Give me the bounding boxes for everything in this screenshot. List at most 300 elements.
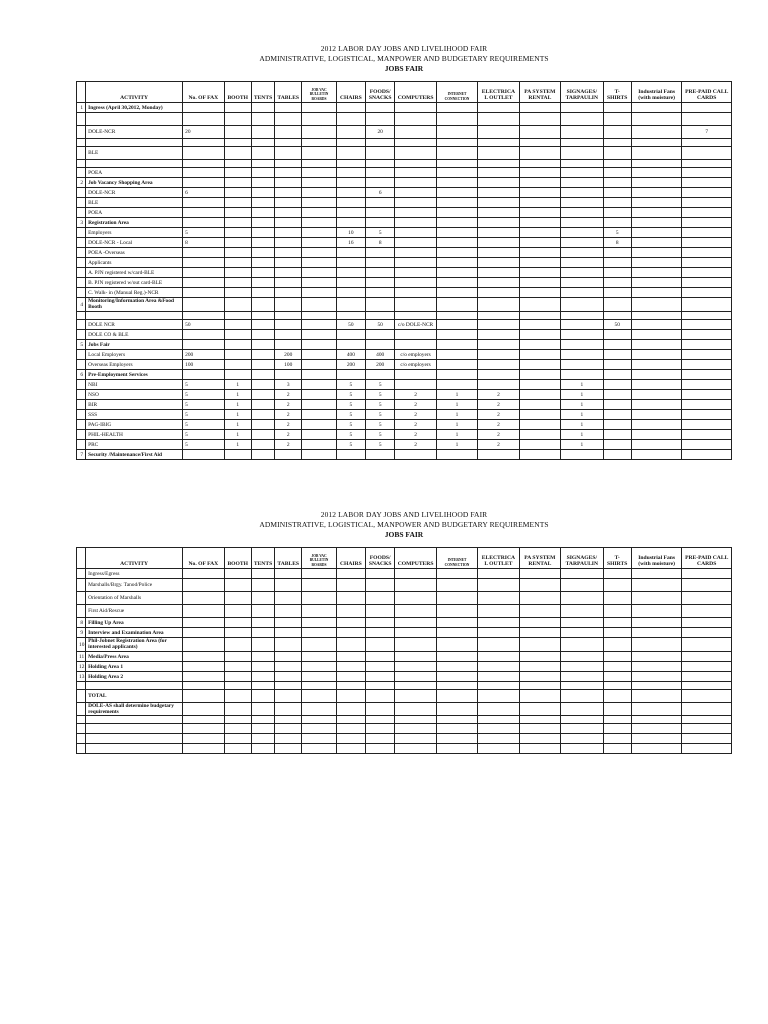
tables-cell — [275, 370, 302, 380]
table-row — [77, 160, 732, 168]
activity-cell: Phil-Jobnet Registration Area (for interested applicants) — [86, 638, 183, 652]
foods-cell — [366, 198, 395, 208]
activity-cell: Jobs Fair — [86, 340, 183, 350]
row-number — [77, 350, 86, 360]
prepaid-cell — [682, 420, 732, 430]
tents-cell — [251, 592, 274, 605]
booth-cell — [224, 569, 251, 579]
pa-cell — [519, 350, 560, 360]
signages-cell: 1 — [561, 430, 603, 440]
job-vac-cell — [302, 298, 336, 312]
table-row — [77, 340, 732, 350]
chairs-cell — [336, 638, 365, 652]
header-cell-signages: SIGNAGES/ TARPAULIN — [561, 548, 603, 569]
pa-cell — [519, 579, 560, 592]
pa-cell — [519, 400, 560, 410]
internet-cell — [436, 168, 477, 178]
foods-cell: 8 — [366, 238, 395, 248]
internet-cell — [436, 380, 477, 390]
prepaid-cell — [682, 113, 732, 126]
signages-cell — [561, 716, 603, 724]
computers-cell — [395, 160, 436, 168]
pa-cell — [519, 312, 560, 320]
tshirts-cell — [603, 370, 631, 380]
pa-cell — [519, 662, 560, 672]
tshirts-cell — [603, 147, 631, 160]
fans-cell — [631, 652, 682, 662]
signages-cell — [561, 703, 603, 716]
internet-cell — [436, 248, 477, 258]
booth-cell — [224, 278, 251, 288]
prepaid-cell — [682, 450, 732, 460]
activity-cell: A. PJN registered w/card-BLE — [86, 268, 183, 278]
electrical-cell — [478, 450, 519, 460]
booth-cell — [224, 579, 251, 592]
table-row — [77, 103, 732, 113]
header-cell-foods: FOODS/ SNACKS — [366, 82, 395, 103]
tshirts-cell — [603, 430, 631, 440]
electrical-cell — [478, 360, 519, 370]
signages-cell — [561, 662, 603, 672]
internet-cell — [436, 579, 477, 592]
row-number — [77, 360, 86, 370]
electrical-cell — [478, 662, 519, 672]
computers-cell — [395, 662, 436, 672]
tshirts-cell — [603, 579, 631, 592]
internet-cell — [436, 218, 477, 228]
pa-cell — [519, 440, 560, 450]
chairs-cell — [336, 628, 365, 638]
tables-cell: 3 — [275, 380, 302, 390]
fax-cell — [183, 258, 224, 268]
tshirts-cell — [603, 208, 631, 218]
signages-cell — [561, 126, 603, 139]
table-row — [77, 248, 732, 258]
electrical-cell: 2 — [478, 390, 519, 400]
internet-cell — [436, 628, 477, 638]
computers-cell: 2 — [395, 440, 436, 450]
fax-cell: 6 — [183, 188, 224, 198]
tents-cell — [251, 638, 274, 652]
chairs-cell — [336, 103, 365, 113]
electrical-cell — [478, 168, 519, 178]
header-cell-number — [77, 548, 86, 569]
electrical-cell — [478, 569, 519, 579]
foods-cell: 200 — [366, 360, 395, 370]
tshirts-cell — [603, 410, 631, 420]
activity-cell: TOTAL — [86, 690, 183, 703]
computers-cell — [395, 188, 436, 198]
chairs-cell: 5 — [336, 380, 365, 390]
electrical-cell — [478, 208, 519, 218]
table-row — [77, 258, 732, 268]
foods-cell — [366, 569, 395, 579]
prepaid-cell — [682, 168, 732, 178]
fax-cell — [183, 370, 224, 380]
signages-cell — [561, 103, 603, 113]
fans-cell — [631, 268, 682, 278]
header-cell-number — [77, 82, 86, 103]
activity-cell: PHIL-HEALTH — [86, 430, 183, 440]
booth-cell — [224, 248, 251, 258]
header-cell-fax: No. OF FAX — [183, 82, 224, 103]
chairs-cell — [336, 298, 365, 312]
tents-cell — [251, 690, 274, 703]
job-vac-cell — [302, 410, 336, 420]
tshirts-cell — [603, 178, 631, 188]
fans-cell — [631, 450, 682, 460]
tables-cell — [275, 178, 302, 188]
fans-cell — [631, 238, 682, 248]
computers-cell — [395, 450, 436, 460]
header-cell-computers: COMPUTERS — [395, 548, 436, 569]
fax-cell — [183, 178, 224, 188]
row-number: 3 — [77, 218, 86, 228]
foods-cell — [366, 178, 395, 188]
row-number: 9 — [77, 628, 86, 638]
pa-cell — [519, 390, 560, 400]
internet-cell — [436, 208, 477, 218]
prepaid-cell — [682, 360, 732, 370]
table-row — [77, 618, 732, 628]
job-vac-cell — [302, 672, 336, 682]
foods-cell — [366, 330, 395, 340]
computers-cell — [395, 218, 436, 228]
fax-cell — [183, 139, 224, 147]
internet-cell — [436, 638, 477, 652]
job-vac-cell — [302, 605, 336, 618]
signages-cell — [561, 638, 603, 652]
page-header-2 — [76, 510, 732, 540]
job-vac-cell — [302, 370, 336, 380]
tables-cell — [275, 113, 302, 126]
booth-cell — [224, 218, 251, 228]
tables-cell: 200 — [275, 350, 302, 360]
tables-cell — [275, 218, 302, 228]
prepaid-cell — [682, 716, 732, 724]
table-row — [77, 113, 732, 126]
row-number — [77, 420, 86, 430]
computers-cell — [395, 380, 436, 390]
row-number: 6 — [77, 370, 86, 380]
prepaid-cell — [682, 618, 732, 628]
prepaid-cell — [682, 592, 732, 605]
fax-cell: 5 — [183, 390, 224, 400]
pa-cell — [519, 605, 560, 618]
pa-cell — [519, 188, 560, 198]
prepaid-cell — [682, 178, 732, 188]
tables-cell — [275, 638, 302, 652]
prepaid-cell — [682, 672, 732, 682]
foods-cell: 5 — [366, 410, 395, 420]
computers-cell — [395, 248, 436, 258]
booth-cell — [224, 113, 251, 126]
tents-cell — [251, 160, 274, 168]
tshirts-cell — [603, 724, 631, 734]
chairs-cell — [336, 218, 365, 228]
fax-cell — [183, 103, 224, 113]
signages-cell — [561, 734, 603, 744]
computers-cell — [395, 618, 436, 628]
signages-cell — [561, 278, 603, 288]
internet-cell — [436, 139, 477, 147]
booth-cell — [224, 628, 251, 638]
activity-cell: Overseas Employers — [86, 360, 183, 370]
electrical-cell — [478, 258, 519, 268]
fans-cell — [631, 569, 682, 579]
fans-cell — [631, 126, 682, 139]
electrical-cell — [478, 188, 519, 198]
table-row — [77, 298, 732, 312]
chairs-cell — [336, 724, 365, 734]
tents-cell — [251, 716, 274, 724]
activity-cell — [86, 734, 183, 744]
signages-cell — [561, 268, 603, 278]
fans-cell — [631, 320, 682, 330]
fax-cell — [183, 288, 224, 298]
table-row — [77, 330, 732, 340]
computers-cell — [395, 716, 436, 724]
job-vac-cell — [302, 320, 336, 330]
table-row — [77, 390, 732, 400]
fans-cell — [631, 188, 682, 198]
electrical-cell — [478, 126, 519, 139]
internet-cell — [436, 188, 477, 198]
chairs-cell: 5 — [336, 430, 365, 440]
row-number — [77, 682, 86, 690]
computers-cell — [395, 228, 436, 238]
chairs-cell — [336, 579, 365, 592]
document-title: 2012 LABOR DAY JOBS AND LIVELIHOOD FAIR — [320, 44, 488, 53]
booth-cell — [224, 258, 251, 268]
electrical-cell — [478, 340, 519, 350]
foods-cell — [366, 579, 395, 592]
fans-cell — [631, 147, 682, 160]
fans-cell — [631, 298, 682, 312]
foods-cell — [366, 160, 395, 168]
prepaid-cell — [682, 440, 732, 450]
header-cell-booth: BOOTH — [224, 82, 251, 103]
header-cell-pa: PA SYSTEM RENTAL — [519, 82, 560, 103]
chairs-cell: 16 — [336, 238, 365, 248]
fax-cell — [183, 312, 224, 320]
table-row — [77, 238, 732, 248]
electrical-cell — [478, 103, 519, 113]
foods-cell — [366, 288, 395, 298]
tshirts-cell — [603, 258, 631, 268]
electrical-cell — [478, 288, 519, 298]
foods-cell — [366, 312, 395, 320]
computers-cell — [395, 638, 436, 652]
tables-cell: 2 — [275, 390, 302, 400]
computers-cell: 2 — [395, 430, 436, 440]
activity-cell: C. Walk- in (Manual Reg.)-NCR — [86, 288, 183, 298]
internet-cell — [436, 113, 477, 126]
fans-cell — [631, 734, 682, 744]
booth-cell — [224, 340, 251, 350]
chairs-cell — [336, 370, 365, 380]
table-row — [77, 716, 732, 724]
tshirts-cell — [603, 672, 631, 682]
row-number — [77, 312, 86, 320]
tshirts-cell — [603, 569, 631, 579]
prepaid-cell — [682, 744, 732, 754]
table-row — [77, 662, 732, 672]
table-row — [77, 288, 732, 298]
job-vac-cell — [302, 238, 336, 248]
row-number — [77, 288, 86, 298]
tables-cell — [275, 672, 302, 682]
job-vac-cell — [302, 268, 336, 278]
fax-cell — [183, 716, 224, 724]
pa-cell — [519, 716, 560, 724]
tents-cell — [251, 228, 274, 238]
pa-cell — [519, 330, 560, 340]
job-vac-cell — [302, 703, 336, 716]
job-vac-cell — [302, 662, 336, 672]
foods-cell — [366, 682, 395, 690]
chairs-cell — [336, 208, 365, 218]
tents-cell — [251, 682, 274, 690]
prepaid-cell — [682, 628, 732, 638]
signages-cell — [561, 360, 603, 370]
table-row — [77, 744, 732, 754]
activity-cell: NBI — [86, 380, 183, 390]
table-row — [77, 605, 732, 618]
computers-cell — [395, 312, 436, 320]
table-row — [77, 278, 732, 288]
tables-cell: 2 — [275, 400, 302, 410]
tents-cell — [251, 450, 274, 460]
tents-cell — [251, 734, 274, 744]
table-row — [77, 218, 732, 228]
fans-cell — [631, 288, 682, 298]
prepaid-cell — [682, 238, 732, 248]
tshirts-cell — [603, 420, 631, 430]
tshirts-cell — [603, 139, 631, 147]
job-vac-cell — [302, 390, 336, 400]
table-row — [77, 400, 732, 410]
fax-cell — [183, 450, 224, 460]
chairs-cell — [336, 450, 365, 460]
pa-cell — [519, 228, 560, 238]
prepaid-cell — [682, 278, 732, 288]
signages-cell — [561, 579, 603, 592]
internet-cell — [436, 103, 477, 113]
computers-cell — [395, 147, 436, 160]
foods-cell: 20 — [366, 126, 395, 139]
tents-cell — [251, 268, 274, 278]
prepaid-cell — [682, 340, 732, 350]
signages-cell: 1 — [561, 400, 603, 410]
job-vac-cell — [302, 208, 336, 218]
header-cell-signages: SIGNAGES/ TARPAULIN — [561, 82, 603, 103]
internet-cell — [436, 569, 477, 579]
fax-cell: 5 — [183, 440, 224, 450]
booth-cell — [224, 744, 251, 754]
tents-cell — [251, 410, 274, 420]
computers-cell — [395, 208, 436, 218]
prepaid-cell — [682, 268, 732, 278]
tshirts-cell — [603, 248, 631, 258]
signages-cell — [561, 208, 603, 218]
signages-cell: 1 — [561, 380, 603, 390]
computers-cell — [395, 592, 436, 605]
fans-cell — [631, 592, 682, 605]
signages-cell — [561, 139, 603, 147]
signages-cell — [561, 350, 603, 360]
job-vac-cell — [302, 113, 336, 126]
signages-cell — [561, 605, 603, 618]
pa-cell — [519, 340, 560, 350]
tents-cell — [251, 605, 274, 618]
booth-cell — [224, 638, 251, 652]
foods-cell — [366, 103, 395, 113]
foods-cell: 5 — [366, 390, 395, 400]
computers-cell — [395, 370, 436, 380]
electrical-cell: 2 — [478, 420, 519, 430]
computers-cell — [395, 330, 436, 340]
fans-cell — [631, 672, 682, 682]
fans-cell — [631, 218, 682, 228]
fax-cell — [183, 672, 224, 682]
table-row — [77, 569, 732, 579]
electrical-cell — [478, 178, 519, 188]
tents-cell — [251, 652, 274, 662]
activity-cell — [86, 724, 183, 734]
table-row — [77, 450, 732, 460]
document-title: 2012 LABOR DAY JOBS AND LIVELIHOOD FAIR — [320, 510, 488, 519]
chairs-cell: 200 — [336, 360, 365, 370]
pa-cell — [519, 734, 560, 744]
electrical-cell — [478, 268, 519, 278]
chairs-cell — [336, 139, 365, 147]
tables-cell — [275, 238, 302, 248]
computers-cell — [395, 652, 436, 662]
foods-cell — [366, 113, 395, 126]
row-number — [77, 278, 86, 288]
chairs-cell — [336, 248, 365, 258]
chairs-cell — [336, 690, 365, 703]
chairs-cell — [336, 188, 365, 198]
activity-cell — [86, 716, 183, 724]
foods-cell — [366, 592, 395, 605]
header-cell-tables: TABLES — [275, 82, 302, 103]
booth-cell — [224, 238, 251, 248]
activity-cell: BIR — [86, 400, 183, 410]
electrical-cell — [478, 690, 519, 703]
tshirts-cell — [603, 605, 631, 618]
fax-cell — [183, 703, 224, 716]
tables-cell — [275, 682, 302, 690]
activity-cell: Holding Area 1 — [86, 662, 183, 672]
internet-cell — [436, 320, 477, 330]
chairs-cell: 5 — [336, 410, 365, 420]
pa-cell — [519, 238, 560, 248]
row-number: 4 — [77, 298, 86, 312]
document-subtitle: ADMINISTRATIVE, LOGISTICAL, MANPOWER AND BUDGETARY REQUIREMENTS — [259, 54, 549, 63]
internet-cell: 1 — [436, 410, 477, 420]
electrical-cell — [478, 278, 519, 288]
tables-cell — [275, 147, 302, 160]
electrical-cell — [478, 734, 519, 744]
header-cell-booth: BOOTH — [224, 548, 251, 569]
internet-cell: 1 — [436, 440, 477, 450]
tshirts-cell — [603, 278, 631, 288]
activity-cell: Pre-Employment Services — [86, 370, 183, 380]
tshirts-cell — [603, 218, 631, 228]
tents-cell — [251, 744, 274, 754]
